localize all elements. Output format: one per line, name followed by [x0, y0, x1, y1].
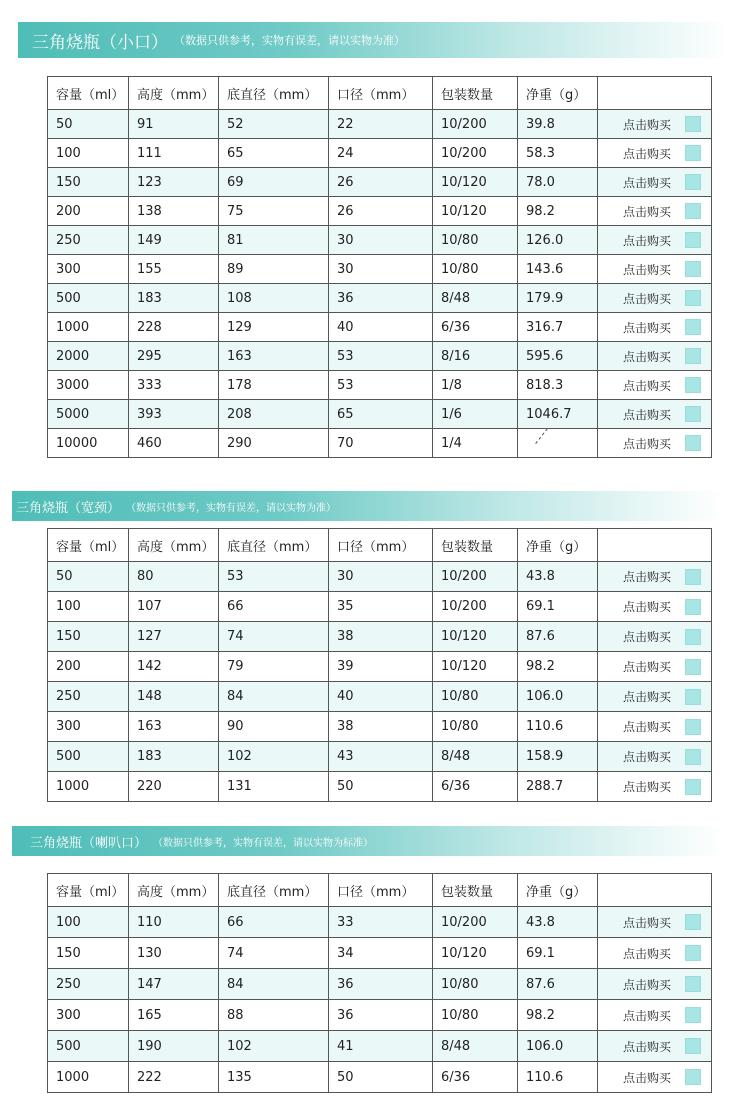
cell-capacity: 200: [48, 197, 129, 226]
cell-package-qty: 10/200: [433, 592, 518, 622]
cell-mouth-diameter: 26: [329, 168, 433, 197]
cell-base-diameter: 52: [219, 110, 329, 139]
cell-mouth-diameter: 36: [329, 284, 433, 313]
cell-net-weight: 595.6: [518, 342, 598, 371]
buy-cell: [598, 371, 712, 400]
table-row: [48, 938, 712, 969]
cell-base-diameter: 53: [219, 562, 329, 592]
cell-capacity: 100: [48, 139, 129, 168]
buy-cell: [598, 1031, 712, 1062]
cell-height: 110: [129, 907, 219, 938]
cell-net-weight: 39.8: [518, 110, 598, 139]
cell-net-weight: 1046.7: [518, 400, 598, 429]
cell-base-diameter: 102: [219, 742, 329, 772]
buy-link[interactable]: 点击购买: [622, 262, 671, 277]
buy-link[interactable]: 点击购买: [622, 291, 671, 306]
cell-package-qty: 10/120: [433, 938, 518, 969]
table-row: [48, 969, 712, 1000]
cell-capacity: 300: [48, 1000, 129, 1031]
cell-package-qty: 10/80: [433, 255, 518, 284]
cell-package-qty: 10/200: [433, 110, 518, 139]
cell-package-qty: 10/80: [433, 226, 518, 255]
section-title: 三角烧瓶（喇叭口）: [30, 835, 148, 851]
cell-net-weight: 69.1: [518, 592, 598, 622]
cell-height: 130: [129, 938, 219, 969]
buy-link[interactable]: 点击购买: [622, 146, 671, 161]
cell-net-weight: 106.0: [518, 1031, 598, 1062]
cell-capacity: 300: [48, 712, 129, 742]
buy-cell: [598, 742, 712, 772]
cell-base-diameter: 69: [219, 168, 329, 197]
cell-net-weight: 98.2: [518, 197, 598, 226]
section-note: （数据只供参考，实物有误差，请以实物为标准）: [153, 837, 374, 849]
cell-base-diameter: 129: [219, 313, 329, 342]
buy-square-icon[interactable]: [685, 976, 701, 992]
header-package-qty: 包装数量: [433, 529, 518, 562]
cell-mouth-diameter: 38: [329, 622, 433, 652]
cell-mouth-diameter: 53: [329, 342, 433, 371]
diagonal-slash-mark: [535, 429, 555, 445]
cell-package-qty: 1/6: [433, 400, 518, 429]
buy-link[interactable]: 点击购买: [622, 977, 671, 992]
cell-package-qty: 10/120: [433, 622, 518, 652]
buy-cell: [598, 313, 712, 342]
cell-capacity: 500: [48, 1031, 129, 1062]
cell-mouth-diameter: 40: [329, 313, 433, 342]
cell-base-diameter: 89: [219, 255, 329, 284]
buy-square-icon[interactable]: [685, 348, 701, 364]
buy-square-icon[interactable]: [685, 377, 701, 393]
buy-square-icon[interactable]: [685, 1007, 701, 1023]
buy-link[interactable]: 点击购买: [622, 630, 671, 644]
buy-link[interactable]: 点击购买: [622, 915, 671, 930]
cell-height: 155: [129, 255, 219, 284]
cell-height: 228: [129, 313, 219, 342]
buy-cell: [598, 429, 712, 458]
cell-height: 148: [129, 682, 219, 712]
header-height: 高度（mm）: [129, 874, 219, 907]
buy-cell: [598, 907, 712, 938]
cell-net-weight: [518, 429, 598, 458]
cell-net-weight: 58.3: [518, 139, 598, 168]
buy-square-icon[interactable]: [685, 203, 701, 219]
buy-link[interactable]: 点击购买: [622, 1070, 671, 1085]
table-row: [48, 255, 712, 284]
cell-capacity: 1000: [48, 1062, 129, 1093]
cell-mouth-diameter: 36: [329, 1000, 433, 1031]
buy-cell: [598, 110, 712, 139]
header-buy: [598, 874, 712, 907]
section-title: 三角烧瓶（宽颈）: [16, 500, 121, 516]
header-capacity: 容量（ml）: [48, 77, 129, 110]
buy-link[interactable]: 点击购买: [622, 320, 671, 335]
table-row: [48, 429, 712, 458]
cell-net-weight: 78.0: [518, 168, 598, 197]
buy-square-icon[interactable]: [685, 1069, 701, 1085]
header-mouth-diameter: 口径（mm）: [329, 529, 433, 562]
buy-square-icon[interactable]: [685, 261, 701, 277]
section-banner-narrow-neck: [18, 22, 730, 58]
table-row: [48, 712, 712, 742]
cell-height: 127: [129, 622, 219, 652]
header-buy: [598, 529, 712, 562]
cell-mouth-diameter: 30: [329, 226, 433, 255]
cell-mouth-diameter: 30: [329, 562, 433, 592]
buy-link[interactable]: 点击购买: [622, 233, 671, 248]
cell-base-diameter: 74: [219, 622, 329, 652]
cell-mouth-diameter: 26: [329, 197, 433, 226]
table-row: [48, 907, 712, 938]
cell-mouth-diameter: 36: [329, 969, 433, 1000]
cell-capacity: 100: [48, 907, 129, 938]
header-height: 高度（mm）: [129, 77, 219, 110]
cell-net-weight: 43.8: [518, 562, 598, 592]
cell-package-qty: 8/48: [433, 1031, 518, 1062]
cell-base-diameter: 163: [219, 342, 329, 371]
cell-net-weight: 98.2: [518, 1000, 598, 1031]
cell-package-qty: 6/36: [433, 1062, 518, 1093]
cell-base-diameter: 102: [219, 1031, 329, 1062]
cell-height: 123: [129, 168, 219, 197]
cell-net-weight: 143.6: [518, 255, 598, 284]
cell-height: 333: [129, 371, 219, 400]
cell-package-qty: 10/120: [433, 168, 518, 197]
cell-base-diameter: 178: [219, 371, 329, 400]
cell-net-weight: 818.3: [518, 371, 598, 400]
table-row: [48, 622, 712, 652]
table-row: [48, 139, 712, 168]
buy-cell: [598, 562, 712, 592]
cell-package-qty: 10/80: [433, 712, 518, 742]
buy-square-icon[interactable]: [685, 659, 701, 675]
cell-package-qty: 10/80: [433, 1000, 518, 1031]
cell-net-weight: 69.1: [518, 938, 598, 969]
table-row: [48, 772, 712, 802]
header-height: 高度（mm）: [129, 529, 219, 562]
cell-mouth-diameter: 65: [329, 400, 433, 429]
buy-square-icon[interactable]: [685, 435, 701, 451]
header-mouth-diameter: 口径（mm）: [329, 874, 433, 907]
table-row: [48, 742, 712, 772]
section-banner-wide-neck: [12, 491, 724, 521]
cell-base-diameter: 74: [219, 938, 329, 969]
section-title: 三角烧瓶（小口）: [32, 32, 168, 53]
header-package-qty: 包装数量: [433, 77, 518, 110]
cell-base-diameter: 290: [219, 429, 329, 458]
cell-package-qty: 8/48: [433, 742, 518, 772]
cell-height: 149: [129, 226, 219, 255]
cell-height: 111: [129, 139, 219, 168]
cell-package-qty: 1/8: [433, 371, 518, 400]
buy-link[interactable]: 点击购买: [622, 690, 671, 704]
cell-base-diameter: 79: [219, 652, 329, 682]
cell-capacity: 10000: [48, 429, 129, 458]
buy-square-icon[interactable]: [685, 1038, 701, 1054]
cell-height: 220: [129, 772, 219, 802]
header-net-weight: 净重（g）: [518, 874, 598, 907]
cell-height: 393: [129, 400, 219, 429]
cell-mouth-diameter: 39: [329, 652, 433, 682]
cell-net-weight: 158.9: [518, 742, 598, 772]
section-banner-trumpet-mouth: [12, 826, 724, 856]
buy-square-icon[interactable]: [685, 945, 701, 961]
cell-net-weight: 126.0: [518, 226, 598, 255]
spec-table-trumpet-mouth: [47, 873, 712, 1093]
cell-capacity: 150: [48, 938, 129, 969]
cell-capacity: 200: [48, 652, 129, 682]
spec-table-wide-neck: [47, 528, 712, 802]
cell-height: 183: [129, 284, 219, 313]
buy-cell: [598, 197, 712, 226]
cell-height: 80: [129, 562, 219, 592]
cell-capacity: 50: [48, 562, 129, 592]
cell-mouth-diameter: 34: [329, 938, 433, 969]
buy-square-icon[interactable]: [685, 719, 701, 735]
buy-square-icon[interactable]: [685, 174, 701, 190]
cell-mouth-diameter: 70: [329, 429, 433, 458]
cell-base-diameter: 135: [219, 1062, 329, 1093]
buy-cell: [598, 938, 712, 969]
cell-height: 138: [129, 197, 219, 226]
cell-capacity: 3000: [48, 371, 129, 400]
cell-capacity: 250: [48, 682, 129, 712]
cell-capacity: 150: [48, 622, 129, 652]
buy-link[interactable]: 点击购买: [622, 600, 671, 614]
cell-mouth-diameter: 43: [329, 742, 433, 772]
buy-link[interactable]: 点击购买: [622, 407, 671, 422]
header-buy: [598, 77, 712, 110]
header-capacity: 容量（ml）: [48, 874, 129, 907]
cell-net-weight: 316.7: [518, 313, 598, 342]
buy-cell: [598, 622, 712, 652]
buy-link[interactable]: 点击购买: [622, 1039, 671, 1054]
table-row: [48, 197, 712, 226]
cell-capacity: 500: [48, 284, 129, 313]
buy-link[interactable]: 点击购买: [622, 780, 671, 794]
cell-base-diameter: 88: [219, 1000, 329, 1031]
cell-base-diameter: 208: [219, 400, 329, 429]
section-note: （数据只供参考，实物有误差，请以实物为准）: [174, 34, 405, 47]
cell-capacity: 50: [48, 110, 129, 139]
header-base-diameter: 底直径（mm）: [219, 529, 329, 562]
buy-cell: [598, 226, 712, 255]
table-row: [48, 1062, 712, 1093]
buy-link[interactable]: 点击购买: [622, 436, 671, 451]
buy-cell: [598, 168, 712, 197]
buy-cell: [598, 342, 712, 371]
cell-net-weight: 110.6: [518, 712, 598, 742]
cell-package-qty: 8/16: [433, 342, 518, 371]
table-row: [48, 682, 712, 712]
buy-link[interactable]: 点击购买: [622, 378, 671, 393]
buy-square-icon[interactable]: [685, 569, 701, 585]
cell-mouth-diameter: 53: [329, 371, 433, 400]
cell-package-qty: 1/4: [433, 429, 518, 458]
table-row: [48, 652, 712, 682]
table-row: [48, 400, 712, 429]
header-net-weight: 净重（g）: [518, 529, 598, 562]
cell-base-diameter: 66: [219, 907, 329, 938]
cell-height: 142: [129, 652, 219, 682]
cell-capacity: 5000: [48, 400, 129, 429]
cell-net-weight: 179.9: [518, 284, 598, 313]
table-row: [48, 592, 712, 622]
cell-base-diameter: 90: [219, 712, 329, 742]
buy-square-icon[interactable]: [685, 599, 701, 615]
header-package-qty: 包装数量: [433, 874, 518, 907]
cell-mouth-diameter: 41: [329, 1031, 433, 1062]
header-base-diameter: 底直径（mm）: [219, 874, 329, 907]
cell-mouth-diameter: 50: [329, 772, 433, 802]
buy-link[interactable]: 点击购买: [622, 1008, 671, 1023]
cell-net-weight: 288.7: [518, 772, 598, 802]
cell-height: 147: [129, 969, 219, 1000]
cell-mouth-diameter: 38: [329, 712, 433, 742]
cell-base-diameter: 84: [219, 969, 329, 1000]
cell-package-qty: 10/120: [433, 197, 518, 226]
table-row: [48, 562, 712, 592]
cell-height: 190: [129, 1031, 219, 1062]
cell-package-qty: 10/200: [433, 139, 518, 168]
cell-capacity: 100: [48, 592, 129, 622]
buy-cell: [598, 139, 712, 168]
buy-link[interactable]: 点击购买: [622, 660, 671, 674]
cell-height: 165: [129, 1000, 219, 1031]
buy-link[interactable]: 点击购买: [622, 204, 671, 219]
table-row: [48, 168, 712, 197]
table-row: [48, 371, 712, 400]
cell-package-qty: 10/200: [433, 562, 518, 592]
buy-link[interactable]: 点击购买: [622, 570, 671, 584]
cell-base-diameter: 65: [219, 139, 329, 168]
cell-height: 91: [129, 110, 219, 139]
buy-square-icon[interactable]: [685, 145, 701, 161]
buy-square-icon[interactable]: [685, 914, 701, 930]
cell-capacity: 300: [48, 255, 129, 284]
cell-height: 295: [129, 342, 219, 371]
cell-net-weight: 43.8: [518, 907, 598, 938]
cell-capacity: 150: [48, 168, 129, 197]
buy-square-icon[interactable]: [685, 116, 701, 132]
buy-square-icon[interactable]: [685, 290, 701, 306]
table-row: [48, 110, 712, 139]
cell-base-diameter: 81: [219, 226, 329, 255]
buy-cell: [598, 400, 712, 429]
buy-cell: [598, 284, 712, 313]
cell-net-weight: 87.6: [518, 622, 598, 652]
cell-capacity: 250: [48, 969, 129, 1000]
cell-height: 163: [129, 712, 219, 742]
table-row: [48, 284, 712, 313]
buy-cell: [598, 592, 712, 622]
buy-cell: [598, 1000, 712, 1031]
buy-square-icon[interactable]: [685, 232, 701, 248]
buy-square-icon[interactable]: [685, 689, 701, 705]
table-row: [48, 342, 712, 371]
buy-cell: [598, 772, 712, 802]
cell-capacity: 1000: [48, 313, 129, 342]
cell-base-diameter: 131: [219, 772, 329, 802]
cell-base-diameter: 84: [219, 682, 329, 712]
cell-capacity: 250: [48, 226, 129, 255]
cell-capacity: 2000: [48, 342, 129, 371]
cell-mouth-diameter: 30: [329, 255, 433, 284]
cell-capacity: 500: [48, 742, 129, 772]
buy-link[interactable]: 点击购买: [622, 349, 671, 364]
cell-mouth-diameter: 24: [329, 139, 433, 168]
cell-package-qty: 10/80: [433, 969, 518, 1000]
cell-package-qty: 10/120: [433, 652, 518, 682]
cell-height: 107: [129, 592, 219, 622]
buy-cell: [598, 1062, 712, 1093]
table-row: [48, 1031, 712, 1062]
cell-height: 183: [129, 742, 219, 772]
header-mouth-diameter: 口径（mm）: [329, 77, 433, 110]
cell-mouth-diameter: 40: [329, 682, 433, 712]
cell-height: 460: [129, 429, 219, 458]
buy-square-icon[interactable]: [685, 319, 701, 335]
cell-package-qty: 10/80: [433, 682, 518, 712]
cell-mouth-diameter: 33: [329, 907, 433, 938]
cell-mouth-diameter: 35: [329, 592, 433, 622]
section-note: （数据只供参考，实物有误差，请以实物为准）: [126, 502, 337, 514]
cell-height: 222: [129, 1062, 219, 1093]
cell-net-weight: 110.6: [518, 1062, 598, 1093]
buy-link[interactable]: 点击购买: [622, 117, 671, 132]
buy-link[interactable]: 点击购买: [622, 750, 671, 764]
buy-cell: [598, 712, 712, 742]
cell-mouth-diameter: 50: [329, 1062, 433, 1093]
cell-package-qty: 10/200: [433, 907, 518, 938]
cell-net-weight: 98.2: [518, 652, 598, 682]
cell-package-qty: 6/36: [433, 313, 518, 342]
buy-square-icon[interactable]: [685, 406, 701, 422]
cell-net-weight: 106.0: [518, 682, 598, 712]
table-row: [48, 1000, 712, 1031]
cell-base-diameter: 75: [219, 197, 329, 226]
cell-mouth-diameter: 22: [329, 110, 433, 139]
buy-cell: [598, 652, 712, 682]
header-base-diameter: 底直径（mm）: [219, 77, 329, 110]
buy-cell: [598, 969, 712, 1000]
buy-cell: [598, 255, 712, 284]
cell-base-diameter: 66: [219, 592, 329, 622]
buy-link[interactable]: 点击购买: [622, 720, 671, 734]
cell-capacity: 1000: [48, 772, 129, 802]
header-net-weight: 净重（g）: [518, 77, 598, 110]
buy-cell: [598, 682, 712, 712]
buy-link[interactable]: 点击购买: [622, 175, 671, 190]
cell-package-qty: 8/48: [433, 284, 518, 313]
buy-square-icon[interactable]: [685, 779, 701, 795]
buy-link[interactable]: 点击购买: [622, 946, 671, 961]
buy-square-icon[interactable]: [685, 629, 701, 645]
header-capacity: 容量（ml）: [48, 529, 129, 562]
cell-net-weight: 87.6: [518, 969, 598, 1000]
cell-base-diameter: 108: [219, 284, 329, 313]
table-row: [48, 313, 712, 342]
cell-package-qty: 6/36: [433, 772, 518, 802]
table-row: [48, 226, 712, 255]
buy-square-icon[interactable]: [685, 749, 701, 765]
spec-table-narrow-neck: [47, 76, 712, 458]
